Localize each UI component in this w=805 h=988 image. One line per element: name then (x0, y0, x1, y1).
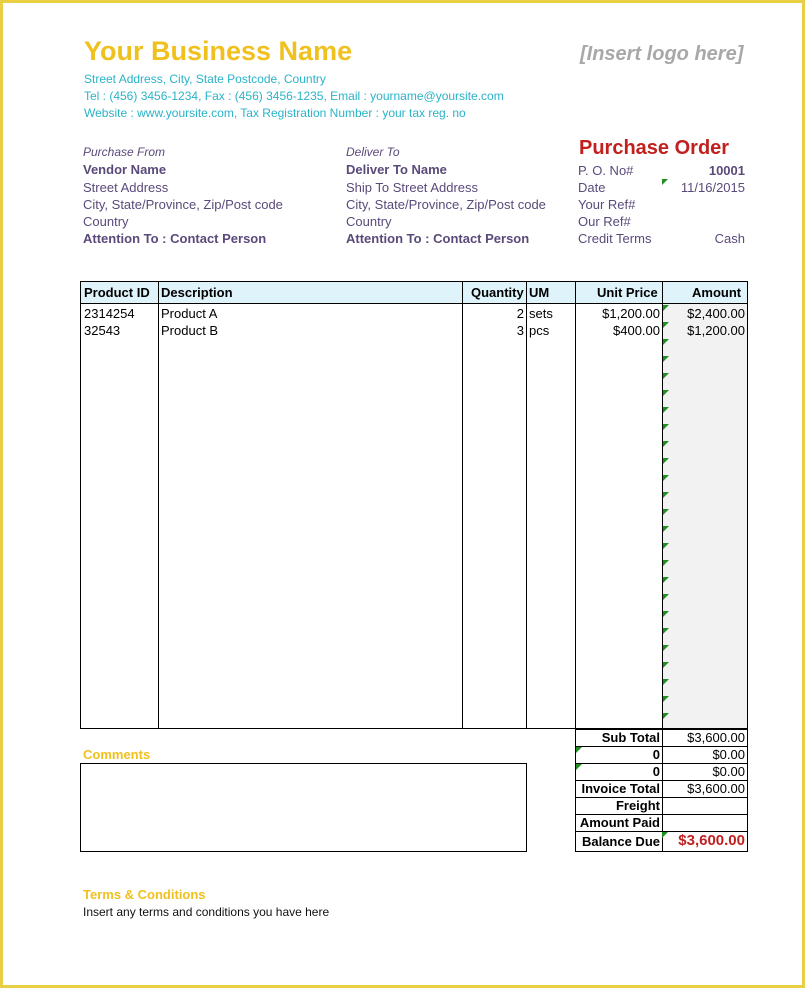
comment-indicator-icon (663, 543, 669, 549)
row1-description: Product A (161, 306, 218, 321)
comment-indicator-icon (663, 339, 669, 345)
row2-um: pcs (529, 323, 550, 338)
comment-indicator-icon (663, 356, 669, 362)
comment-indicator-icon (663, 458, 669, 464)
tax1-value: $0.00 (712, 747, 745, 762)
deliver-to-country: Country (346, 214, 392, 229)
freight-row (575, 798, 748, 815)
business-name: Your Business Name (84, 36, 353, 66)
header-product-id: Product ID (84, 285, 150, 300)
row1-product-id: 2314254 (84, 306, 135, 321)
business-address: Street Address, City, State Postcode, Country (84, 72, 326, 86)
row1-amount: $2,400.00 (687, 306, 745, 321)
deliver-to-street: Ship To Street Address (346, 180, 479, 195)
comment-indicator-icon (663, 696, 669, 702)
deliver-to-name: Deliver To Name (346, 162, 447, 177)
column-divider (575, 282, 576, 728)
header-unit-price: Unit Price (597, 285, 658, 300)
header-amount: Amount (692, 285, 742, 300)
column-divider (526, 282, 527, 728)
row1-quantity: 2 (516, 306, 524, 321)
header-quantity: Quantity (471, 285, 524, 300)
row1-unit-price: $1,200.00 (602, 306, 660, 321)
comment-indicator-icon (663, 611, 669, 617)
your-ref-label: Your Ref# (578, 197, 636, 212)
comment-indicator-icon (663, 492, 669, 498)
items-table (80, 281, 748, 729)
terms-text: Insert any terms and conditions you have here (83, 905, 330, 919)
tax1-row (575, 747, 748, 764)
purchase-order-title: Purchase Order (579, 137, 730, 159)
balance-due-label: Balance Due (581, 834, 660, 849)
comment-indicator-icon (663, 407, 669, 413)
comment-indicator-icon (663, 373, 669, 379)
deliver-to-attention: Attention To : Contact Person (346, 231, 530, 246)
comment-indicator-icon (663, 509, 669, 515)
comment-indicator-icon (663, 628, 669, 634)
our-ref-label: Our Ref# (578, 214, 631, 229)
credit-terms-label: Credit Terms (578, 231, 652, 246)
subtotal-value: $3,600.00 (687, 730, 745, 745)
comment-indicator-icon (663, 475, 669, 481)
header-description: Description (161, 285, 233, 300)
column-divider (158, 282, 159, 728)
tax1-label: 0 (652, 747, 660, 762)
comment-indicator-icon (663, 577, 669, 583)
row1-um: sets (529, 306, 553, 321)
subtotal-row (575, 730, 748, 747)
business-contact: Tel : (456) 3456-1234, Fax : (456) 3456-1235, Email : yourname@yoursite.com (84, 89, 504, 103)
freight-label: Freight (615, 798, 660, 813)
comment-indicator-icon (663, 679, 669, 685)
comment-indicator-icon (663, 424, 669, 430)
comment-indicator-icon (663, 713, 669, 719)
row2-amount: $1,200.00 (687, 323, 745, 338)
deliver-to-heading: Deliver To (346, 145, 400, 159)
balance-due-value: $3,600.00 (678, 832, 745, 849)
vendor-attention: Attention To : Contact Person (83, 231, 267, 246)
tax2-value: $0.00 (712, 764, 745, 779)
tax2-label: 0 (652, 764, 660, 779)
row2-unit-price: $400.00 (613, 323, 660, 338)
vendor-name: Vendor Name (83, 162, 167, 177)
invoice-total-value: $3,600.00 (687, 781, 745, 796)
invoice-total-row (575, 781, 748, 798)
row2-quantity: 3 (516, 323, 524, 338)
credit-terms-value: Cash (714, 231, 745, 246)
comments-label: Comments (83, 747, 151, 762)
comment-indicator-icon (663, 560, 669, 566)
comment-indicator-icon (663, 390, 669, 396)
row2-description: Product B (161, 323, 219, 338)
comment-indicator-icon (663, 322, 669, 328)
comment-indicator-icon (663, 441, 669, 447)
po-date-label: Date (578, 180, 606, 195)
vendor-street: Street Address (83, 180, 169, 195)
deliver-to-city: City, State/Province, Zip/Post code (346, 197, 546, 212)
amount-column-fill (663, 304, 747, 728)
comment-indicator-icon (663, 305, 669, 311)
header-um: UM (529, 285, 550, 300)
logo-placeholder: [Insert logo here] (580, 43, 744, 65)
vendor-city: City, State/Province, Zip/Post code (83, 197, 283, 212)
business-website: Website : www.yoursite.com, Tax Registration Number : your tax reg. no (84, 106, 466, 120)
invoice-total-label: Invoice Total (581, 781, 660, 796)
row2-product-id: 32543 (84, 323, 121, 338)
amount-paid-row (575, 815, 748, 832)
comment-indicator-icon (663, 526, 669, 532)
comment-indicator-icon (663, 594, 669, 600)
tax2-row (575, 764, 748, 781)
comment-indicator-icon (662, 179, 668, 185)
purchase-from-heading: Purchase From (83, 145, 166, 159)
terms-label: Terms & Conditions (83, 887, 206, 902)
po-date-value: 11/16/2015 (680, 180, 745, 195)
comment-indicator-icon (576, 764, 582, 770)
amount-paid-label: Amount Paid (579, 815, 660, 830)
po-number-value: 10001 (708, 163, 745, 178)
column-divider (462, 282, 463, 728)
comment-indicator-icon (663, 662, 669, 668)
comments-box[interactable] (80, 763, 527, 852)
comment-indicator-icon (663, 645, 669, 651)
table-header (81, 282, 747, 304)
po-number-label: P. O. No# (578, 163, 634, 178)
subtotal-label: Sub Total (601, 730, 660, 745)
comment-indicator-icon (662, 832, 668, 838)
comment-indicator-icon (576, 747, 582, 753)
vendor-country: Country (83, 214, 129, 229)
